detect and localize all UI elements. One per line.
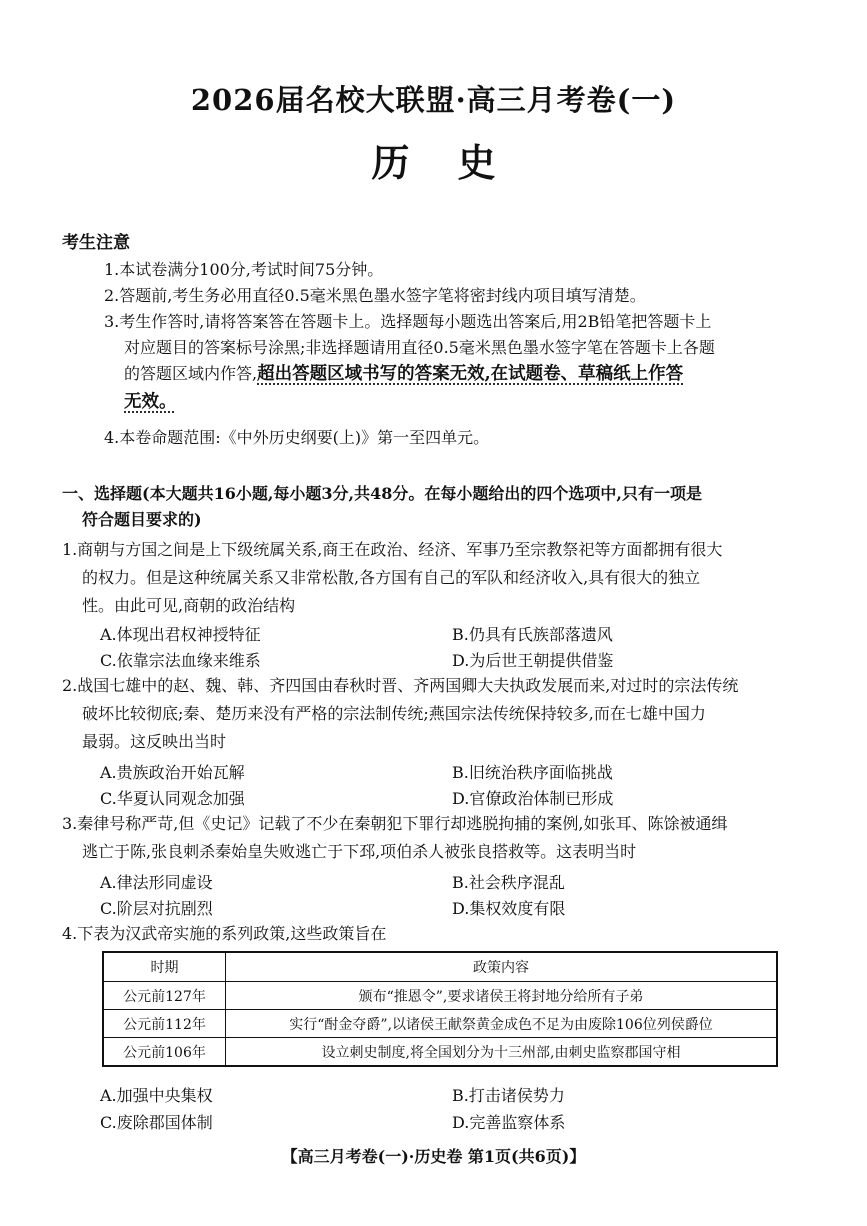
table-row — [103, 1038, 777, 1067]
q3-option-c: C.阶层对抗剧烈 — [100, 899, 213, 918]
q3-stem-line-1: 3.秦律号称严苛,但《史记》记载了不少在秦朝犯下罪行却逃脱拘捕的案例,如张耳、陈馀被通缉 — [62, 814, 728, 833]
q2-option-b: B.旧统治秩序面临挑战 — [452, 763, 613, 782]
q1-stem-line-3: 性。由此可见,商朝的政治结构 — [82, 596, 296, 615]
q1-option-d: D.为后世王朝提供借鉴 — [452, 651, 614, 670]
table-cell-period: 公元前112年 — [103, 1010, 226, 1038]
table-header-content: 政策内容 — [226, 952, 778, 982]
q4-option-b: B.打击诸侯势力 — [452, 1086, 565, 1105]
q1-option-c: C.依靠宗法血缘来维系 — [100, 651, 261, 670]
q2-option-c: C.华夏认同观念加强 — [100, 789, 245, 808]
q3-option-d: D.集权效度有限 — [452, 899, 566, 918]
table-cell-period: 公元前127年 — [103, 982, 226, 1010]
table-cell-period: 公元前106年 — [103, 1038, 226, 1067]
notice-item-4: 4.本卷命题范围:《中外历史纲要(上)》第一至四单元。 — [104, 428, 490, 447]
section-heading-cont: 符合题目要求的) — [82, 510, 202, 529]
notice-heading: 考生注意 — [62, 233, 130, 253]
q3-stem-line-2: 逃亡于陈,张良刺杀秦始皇失败逃亡于下邳,项伯杀人被张良搭救等。这表明当时 — [82, 842, 637, 861]
q1-stem-line-1: 1.商朝与方国之间是上下级统属关系,商王在政治、经济、军事乃至宗教祭祀等方面都拥有很大 — [62, 540, 723, 559]
q2-stem-line-2: 破坏比较彻底;秦、楚历来没有严格的宗法制传统;燕国宗法传统保持较多,而在七雄中国力 — [82, 704, 706, 723]
notice-item-1: 1.本试卷满分100分,考试时间75分钟。 — [104, 260, 384, 279]
q1-option-a: A.体现出君权神授特征 — [100, 625, 261, 644]
table-header-period: 时期 — [103, 952, 226, 982]
q4-option-d: D.完善监察体系 — [452, 1113, 566, 1132]
page-footer: 【高三月考卷(一)·历史卷 第1页(共6页)】 — [281, 1147, 586, 1166]
q2-stem-line-3: 最弱。这反映出当时 — [82, 732, 227, 751]
q4-option-a: A.加强中央集权 — [100, 1086, 213, 1105]
q1-option-b: B.仍具有氏族部落遗风 — [452, 625, 613, 644]
notice-emphasis: 超出答题区域书写的答案无效,在试题卷、草稿纸上作答 — [257, 364, 684, 384]
q2-option-d: D.官僚政治体制已形成 — [452, 789, 614, 808]
q3-option-b: B.社会秩序混乱 — [452, 873, 565, 892]
table-row — [103, 1010, 777, 1038]
notice-text: 的答题区域内作答, — [124, 364, 258, 383]
notice-item-2: 2.答题前,考生务必用直径0.5毫米黑色墨水签字笔将密封线内项目填写清楚。 — [104, 286, 646, 305]
q1-stem-line-2: 的权力。但是这种统属关系又非常松散,各方国有自己的军队和经济收入,具有很大的独立 — [82, 568, 701, 587]
exam-title: 2026届名校大联盟·高三月考卷(一) — [190, 83, 677, 117]
subject-title: 历史 — [371, 140, 544, 185]
notice-item-3-cont: 对应题目的答案标号涂黑;非选择题请用直径0.5毫米黑色墨水签字笔在答题卡上各题 — [124, 338, 715, 357]
table-cell-content: 实行“酎金夺爵”,以诸侯王献祭黄金成色不足为由废除106位列侯爵位 — [226, 1010, 778, 1038]
policy-table — [102, 951, 778, 1067]
section-heading: 一、选择题(本大题共16小题,每小题3分,共48分。在每小题给出的四个选项中,只有一项是 — [62, 484, 702, 503]
table-header-row — [103, 952, 777, 982]
q4-stem-line-1: 4.下表为汉武帝实施的系列政策,这些政策旨在 — [62, 924, 387, 943]
q4-option-c: C.废除郡国体制 — [100, 1113, 213, 1132]
q3-option-a: A.律法形同虚设 — [100, 873, 213, 892]
table-cell-content: 设立刺史制度,将全国划分为十三州部,由刺史监察郡国守相 — [226, 1038, 778, 1067]
q2-stem-line-1: 2.战国七雄中的赵、魏、韩、齐四国由春秋时晋、齐两国卿大夫执政发展而来,对过时的宗法传统 — [62, 676, 739, 695]
notice-item-3-cont2 — [124, 364, 683, 384]
q2-option-a: A.贵族政治开始瓦解 — [100, 763, 245, 782]
table-cell-content: 颁布“推恩令”,要求诸侯王将封地分给所有子弟 — [226, 982, 778, 1010]
notice-emphasis-end: 无效。 — [124, 392, 177, 412]
table-row — [103, 982, 777, 1010]
notice-item-3: 3.考生作答时,请将答案答在答题卡上。选择题每小题选出答案后,用2B铅笔把答题卡上 — [104, 312, 712, 331]
